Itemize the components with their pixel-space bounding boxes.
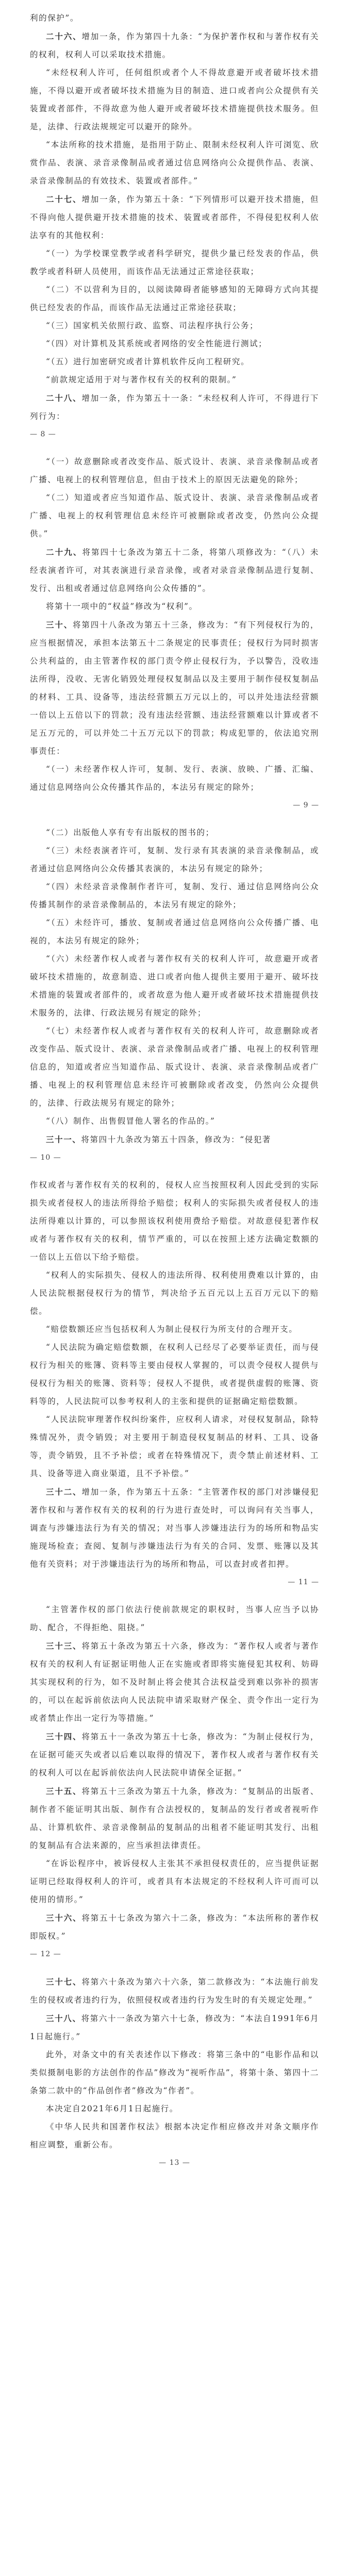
- paragraph-text: “（六）未经著作权人或者与著作权有关的权利人许可，故意避开或者破坏技术措施的，故意制造、进口或者向他人提供主要用于避开、破坏技术措施的装置或者部件的，或者故意为他人避开或者破坏技术措施提供技术服务的，法律、行政法规另有规定的除外；: [30, 954, 319, 1018]
- paragraph: [30, 9, 319, 27]
- paragraph: [30, 2009, 319, 2046]
- paragraph-text: 增加一条，作为第五十条：“下列情形可以避开技术措施，但不得向他人提供避开技术措施的技术、装置或者部件，不得侵犯权利人依法享有的其他权利：: [30, 195, 319, 240]
- page-number: — 10 —: [30, 1154, 61, 1162]
- paragraph-text: 增加一条，作为第五十一条：“未经权利人许可，不得进行下列行为：: [30, 394, 319, 421]
- paragraph-text: “本法所称的技术措施，是指用于防止、限制未经权利人许可浏览、欣赏作品、表演、录音录像制品或者通过信息网络向公众提供作品、表演、录音录像制品的有效技术、装置或者部件。”: [30, 140, 319, 185]
- paragraph-text: 将第六十条改为第六十六条，第二款修改为：“本法施行前发生的侵权或者违约行为，依照侵权或者违约行为发生时的有关规定处理。”: [30, 1977, 319, 2005]
- page-number: — 12 —: [30, 1950, 61, 1958]
- paragraph-text: “（二）知道或者应当知道作品、版式设计、表演、录音录像制品或者广播、电视上的权利管理信息未经许可被删除或者改变，仍然向公众提供。”: [30, 493, 319, 538]
- paragraph-text: 将第四十七条改为第五十二条，将第八项修改为：“（八）未经表演者许可，对其表演进行录音录像，或者对录音录像制品进行复制、发行、出租或者通过信息网络向公众传播的”。: [30, 548, 319, 593]
- paragraph-text: 将第四十八条改为第五十三条，修改为：“有下列侵权行为的，应当根据情况，承担本法第五十二条规定的民事责任；侵权行为同时损害公共利益的，由主管著作权的部门责令停止侵权行为，予以警告，没收违法所得，没收、无害化销毁处理侵权复制品以及主要用于制作侵权复制品的材料、工具、设备等，违法经营额五万元以上的，可以并处违法经营额一倍以上五倍以下的罚款；没有违法经营额、违法经营额难以计算或者不足五万元的，可以并处二十五万元以下的罚款；构成犯罪的，依法追究刑事责任：: [30, 620, 319, 756]
- paragraph-text: 将第五十三条改为第五十九条，修改为：“复制品的出版者、制作者不能证明其出版、制作有合法授权的，复制品的发行者或者视听作品、计算机软件、录音录像制品的复制品的出租者不能证明其发行、出租的复制品有合法来源的，应当承担法律责任。: [30, 1787, 319, 1850]
- paragraph: [30, 1782, 319, 1855]
- paragraph: [30, 27, 319, 64]
- paragraph: [30, 914, 319, 950]
- paragraph: [30, 1112, 319, 1130]
- paragraph: [30, 1483, 319, 1573]
- paragraph: [30, 1022, 319, 1112]
- paragraph-text: “主管著作权的部门依法行使前款规定的职权时，当事人应当予以协助、配合，不得拒绝、阻挠。”: [30, 1605, 319, 1632]
- paragraph-text: “人民法院为确定赔偿数额，在权利人已经尽了必要举证责任，而与侵权行为相关的账簿、资料等主要由侵权人掌握的，可以责令侵权人提供与侵权行为相关的账簿、资料等；侵权人不提供，或者提供虚假的账簿、资料等的，人民法院可以参考权利人的主张和提供的证据确定赔偿数额。: [30, 1343, 319, 1406]
- article-number: 三十、: [46, 620, 73, 630]
- paragraph: [30, 1909, 319, 1945]
- paragraph-text: 将第五十一条改为第五十七条，修改为：“为制止侵权行为，在证据可能灭失或者以后难以取得的情况下，著作权人或者与著作权有关的权利人可以在起诉前依法向人民法院申请保全证据。”: [30, 1732, 319, 1777]
- paragraph: [30, 1727, 319, 1782]
- page-number: — 9 —: [293, 801, 319, 809]
- article-number: 三十四、: [46, 1732, 82, 1741]
- paragraph: [30, 950, 319, 1022]
- paragraph-text: 增加一条，作为第五十五条：“主管著作权的部门对涉嫌侵犯著作权和与著作权有关的权利的行为进行查处时，可以询问有关当事人，调查与涉嫌违法行为有关的情况；对当事人涉嫌违法行为的场所和物品实施现场检查；查阅、复制与涉嫌违法行为有关的合同、发票、账簿以及其他有关资料；对于涉嫌违法行为的场所和物品，可以查封或者扣押。: [30, 1487, 319, 1569]
- paragraph-text: “（八）制作、出售假冒他人署名的作品的。”: [46, 1116, 215, 1126]
- paragraph: [30, 353, 319, 371]
- page-break: [30, 1963, 319, 1973]
- paragraph-text: 此外，对条文中的有关表述作以下修改：将第三条中的“电影作品和以类似摄制电影的方法创作的作品”修改为“视听作品”，将第十条、第四十二条第二款中的“作品创作者”修改为“作者”。: [30, 2050, 319, 2095]
- paragraph-text: 本决定自2021年6月1日起施行。: [46, 2104, 178, 2113]
- page-number: — 8 —: [30, 430, 56, 438]
- paragraph-text: “（七）未经著作权人或者与著作权有关的权利人许可，故意删除或者改变作品、版式设计、表演、录音录像制品或者广播、电视上的权利管理信息的，知道或者应当知道作品、版式设计、表演、录音录像制品或者广播、电视上的权利管理信息未经许可被删除或者改变，仍然向公众提供的，法律、行政法规另有规定的除外；: [30, 1026, 319, 1108]
- paragraph-text: “人民法院审理著作权纠纷案件，应权利人请求，对侵权复制品，除特殊情况外，责令销毁；对主要用于制造侵权复制品的材料、工具、设备等，责令销毁，且不予补偿；或者在特殊情况下，责令禁止前述材料、工具、设备等进入商业渠道，且不予补偿。”: [30, 1415, 319, 1478]
- paragraph: [30, 371, 319, 389]
- paragraph-text: 利的保护”。: [30, 13, 79, 23]
- paragraph: [30, 245, 319, 281]
- paragraph-text: 作权或者与著作权有关的权利的，侵权人应当按照权利人因此受到的实际损失或者侵权人的违法所得给予赔偿；权利人的实际损失或者侵权人的违法所得难以计算的，可以参照该权利使用费给予赔偿。对故意侵犯著作权或者与著作权有关的权利，情节严重的，可以在按照上述方法确定数额的一倍以上五倍以下给予赔偿。: [30, 1180, 319, 1262]
- paragraph: [30, 1320, 319, 1338]
- page-number: — 11 —: [288, 1578, 319, 1586]
- paragraph-text: “（四）未经录音录像制作者许可，复制、发行、通过信息网络向公众传播其制作的录音录像制品的，本法另有规定的除外；: [30, 882, 319, 909]
- paragraph: [30, 1601, 319, 1637]
- paragraph: [30, 598, 319, 616]
- paragraph-text: 将第五十七条改为第六十二条，修改为：“本法所称的著作权即版权。”: [30, 1913, 319, 1941]
- paragraph-text: “（一）为学校课堂教学或者科学研究，提供少量已经发表的作品，供教学或者科研人员使用，而该作品无法通过正常途径获取；: [30, 249, 319, 276]
- paragraph-text: “前款规定适用于对与著作权有关的权利的限制。”: [46, 375, 237, 384]
- paragraph: [30, 543, 319, 598]
- article-number: 二十六、: [46, 31, 82, 41]
- paragraph-text: 增加一条，作为第四十九条：“为保护著作权和与著作权有关的权利，权利人可以采取技术措施。: [30, 32, 319, 59]
- paragraph-text: “权利人的实际损失、侵权人的违法所得、权利使用费难以计算的，由人民法院根据侵权行为的情节，判决给予五百元以上五百万元以下的赔偿。: [30, 1270, 319, 1316]
- paragraph: [30, 1266, 319, 1320]
- paragraph: [30, 335, 319, 353]
- article-number: 二十九、: [46, 547, 82, 557]
- paragraph: [30, 842, 319, 878]
- paragraph-text: 《中华人民共和国著作权法》根据本决定作相应修改并对条文顺序作相应调整，重新公布。: [30, 2122, 319, 2149]
- article-number: 三十六、: [46, 1913, 82, 1923]
- paragraph-text: “（一）未经著作权人许可，复制、发行、表演、放映、广播、汇编、通过信息网络向公众传播其作品的，本法另有规定的除外；: [30, 765, 319, 792]
- article-number: 三十五、: [46, 1786, 82, 1796]
- paragraph-text: 将第四十九条改为第五十四条，修改为：“侵犯著: [81, 1135, 272, 1144]
- paragraph: [30, 136, 319, 190]
- paragraph: [30, 1176, 319, 1266]
- paragraph-text: “赔偿数额还应当包括权利人为制止侵权行为所支付的合理开支。: [46, 1325, 298, 1334]
- page-break: [30, 1591, 319, 1601]
- paragraph-text: “（二）不以营利为目的，以阅读障碍者能够感知的无障碍方式向其提供已经发表的作品，而该作品无法通过正常途径获取；: [30, 285, 319, 312]
- paragraph: [30, 190, 319, 245]
- paragraph: [30, 453, 319, 489]
- page-break: [30, 444, 319, 453]
- article-number: 三十三、: [46, 1641, 82, 1651]
- paragraph-text: 将第十一项中的“权益”修改为“权利”。: [46, 602, 198, 611]
- paragraph-text: “在诉讼程序中，被诉侵权人主张其不承担侵权责任的，应当提供证据证明已经取得权利人的许可，或者具有本法规定的不经权利人许可而可以使用的情形。”: [30, 1859, 319, 1904]
- paragraph: [30, 824, 319, 842]
- paragraph: [30, 1973, 319, 2009]
- paragraph: [30, 1855, 319, 1909]
- paragraph: [30, 616, 319, 760]
- paragraph: [30, 281, 319, 317]
- article-number: 三十七、: [46, 1977, 82, 1987]
- paragraph: [30, 2118, 319, 2154]
- paragraph-text: 将第五十条改为第五十六条，修改为：“著作权人或者与著作权有关的权利人有证据证明他人正在实施或者即将实施侵犯其权利、妨碍其实现权利的行为，如不及时制止将会使其合法权益受到难以弥补的损害的，可以在起诉前依法向人民法院申请采取财产保全、责令作出一定行为或者禁止作出一定行为等措施。”: [30, 1641, 319, 1723]
- paragraph: [30, 1411, 319, 1483]
- page-break: [30, 815, 319, 824]
- paragraph-text: “（三）未经表演者许可，复制、发行录有其表演的录音录像制品，或者通过信息网络向公众传播其表演的，本法另有规定的除外；: [30, 846, 319, 873]
- paragraph-text: “（三）国家机关依照行政、监察、司法程序执行公务；: [46, 321, 259, 330]
- paragraph: [30, 389, 319, 426]
- article-number: 二十七、: [46, 194, 82, 204]
- paragraph: [30, 489, 319, 543]
- article-number: 三十二、: [46, 1487, 82, 1497]
- paragraph-text: 将第六十一条改为第六十七条，修改为：“本法自1991年6月1日起施行。”: [30, 2014, 319, 2041]
- paragraph-text: “（二）出版他人享有专有出版权的图书的；: [46, 828, 214, 837]
- article-number: 二十八、: [46, 393, 82, 403]
- paragraph-text: “（五）进行加密研究或者计算机软件反向工程研究。: [46, 357, 250, 366]
- paragraph: [30, 878, 319, 914]
- page-number: — 13 —: [159, 2159, 190, 2167]
- article-number: 三十八、: [46, 2013, 81, 2023]
- paragraph-text: “（四）对计算机及其系统或者网络的安全性能进行测试；: [46, 339, 268, 348]
- paragraph-text: “未经权利人许可，任何组织或者个人不得故意避开或者破坏技术措施，不得以避开或者破坏技术措施为目的制造、进口或者向公众提供有关装置或者部件，不得故意为他人避开或者破坏技术措施提供技术服务。但是，法律、行政法规规定可以避开的除外。: [30, 68, 319, 131]
- article-number: 三十一、: [46, 1134, 81, 1144]
- page-break: [30, 1167, 319, 1176]
- paragraph: [30, 1338, 319, 1411]
- paragraph: [30, 64, 319, 136]
- paragraph: [30, 317, 319, 335]
- paragraph: [30, 2100, 319, 2118]
- paragraph: [30, 760, 319, 796]
- paragraph: [30, 1637, 319, 1727]
- paragraph-text: “（一）故意删除或者改变作品、版式设计、表演、录音录像制品或者广播、电视上的权利管理信息，但由于技术上的原因无法避免的除外；: [30, 457, 319, 484]
- paragraph-text: “（五）未经许可，播放、复制或者通过信息网络向公众传播广播、电视的，本法另有规定的除外；: [30, 918, 319, 945]
- paragraph: [30, 1130, 319, 1149]
- paragraph: [30, 2046, 319, 2100]
